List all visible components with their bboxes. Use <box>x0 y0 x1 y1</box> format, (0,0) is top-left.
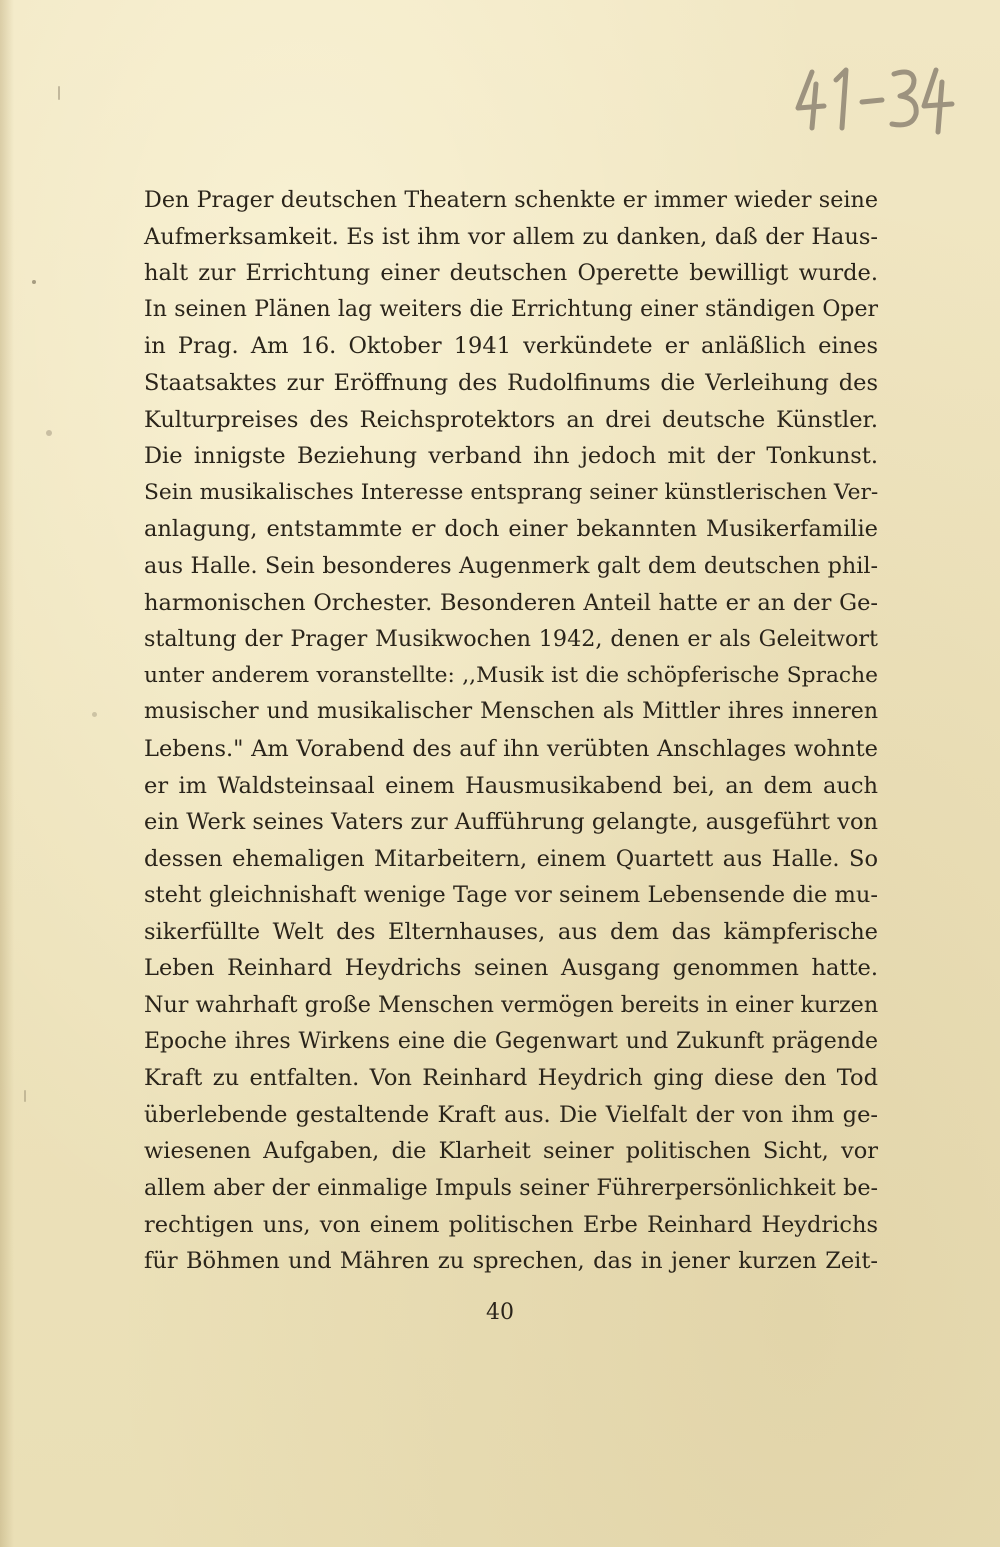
text-line: überlebende gestaltende Kraft aus. Die Vielfalt der von ihm ge- <box>144 1101 878 1128</box>
text-line: musischer und musikalischer Menschen als Mittler ihres inneren <box>144 699 878 725</box>
text-line: staltung der Prager Musikwochen 1942, denen er als Geleitwort <box>144 626 878 653</box>
text-line: dessen ehemaligen Mitarbeitern, einem Quartett aus Halle. So <box>144 845 878 872</box>
page-edge-shadow <box>0 0 14 1547</box>
text-line: wiesenen Aufgaben, die Klarheit seiner politischen Sicht, vor <box>144 1138 878 1165</box>
text-line: Staatsaktes zur Eröffnung des Rudolfinums die Verleihung des <box>144 369 878 396</box>
text-line: Nur wahrhaft große Menschen vermögen bereits in einer kurzen <box>144 992 879 1019</box>
text-line: Kraft zu entfalten. Von Reinhard Heydrich ging diese den Tod <box>144 1065 878 1092</box>
text-line: in Prag. Am 16. Oktober 1941 verkündete er anläßlich eines <box>144 333 878 360</box>
paper-speck <box>92 712 97 717</box>
text-line: Den Prager deutschen Theatern schenkte er immer wieder seine <box>144 187 878 213</box>
text-line: halt zur Errichtung einer deutschen Operette bewilligt wurde. <box>144 260 878 287</box>
text-line: Lebens." Am Vorabend des auf ihn verübten Anschlages wohnte <box>144 735 878 762</box>
paper-speck <box>58 86 60 100</box>
text-line: allem aber der einmalige Impuls seiner Führerpersönlichkeit be- <box>144 1175 878 1202</box>
paper-speck <box>46 430 52 436</box>
archive-number-handwritten <box>790 62 960 142</box>
page-number: 40 <box>486 1300 514 1325</box>
text-line: Die innigste Beziehung verband ihn jedoch mit der Tonkunst. <box>144 443 878 470</box>
text-line: Leben Reinhard Heydrichs seinen Ausgang genommen hatte. <box>144 955 878 982</box>
text-line: Aufmerksamkeit. Es ist ihm vor allem zu danken, daß der Haus- <box>144 223 878 250</box>
text-line: steht gleichnishaft wenige Tage vor seinem Lebensende die mu- <box>144 882 878 909</box>
text-line: sikerfüllte Welt des Elternhauses, aus dem das kämpferische <box>144 918 878 945</box>
text-line: Epoche ihres Wirkens eine die Gegenwart und Zukunft prägende <box>144 1028 878 1054</box>
text-line: In seinen Plänen lag weiters die Errichtung einer ständigen Oper <box>144 296 878 322</box>
text-line: Kulturpreises des Reichsprotektors an drei deutsche Künstler. <box>144 406 878 433</box>
body-text <box>144 182 878 1280</box>
text-line: harmonischen Orchester. Besonderen Anteil hatte er an der Ge- <box>144 589 878 616</box>
text-line: anlagung, entstammte er doch einer bekannten Musikerfamilie <box>144 516 878 543</box>
paper-speck <box>32 280 36 284</box>
text-line: rechtigen uns, von einem politischen Erbe Reinhard Heydrichs <box>144 1211 878 1238</box>
text-line: für Böhmen und Mähren zu sprechen, das in jener kurzen Zeit- <box>144 1248 878 1275</box>
text-line: Sein musikalisches Interesse entsprang seiner künstlerischen Ver- <box>144 479 879 505</box>
text-line: aus Halle. Sein besonderes Augenmerk galt dem deutschen phil- <box>144 552 878 579</box>
text-line: ein Werk seines Vaters zur Aufführung gelangte, ausgeführt von <box>144 809 878 836</box>
text-line: er im Waldsteinsaal einem Hausmusikabend bei, an dem auch <box>144 772 878 799</box>
paper-speck <box>24 1090 26 1102</box>
text-line: unter anderem voranstellte: ,,Musik ist die schöpferische Sprache <box>144 662 878 688</box>
